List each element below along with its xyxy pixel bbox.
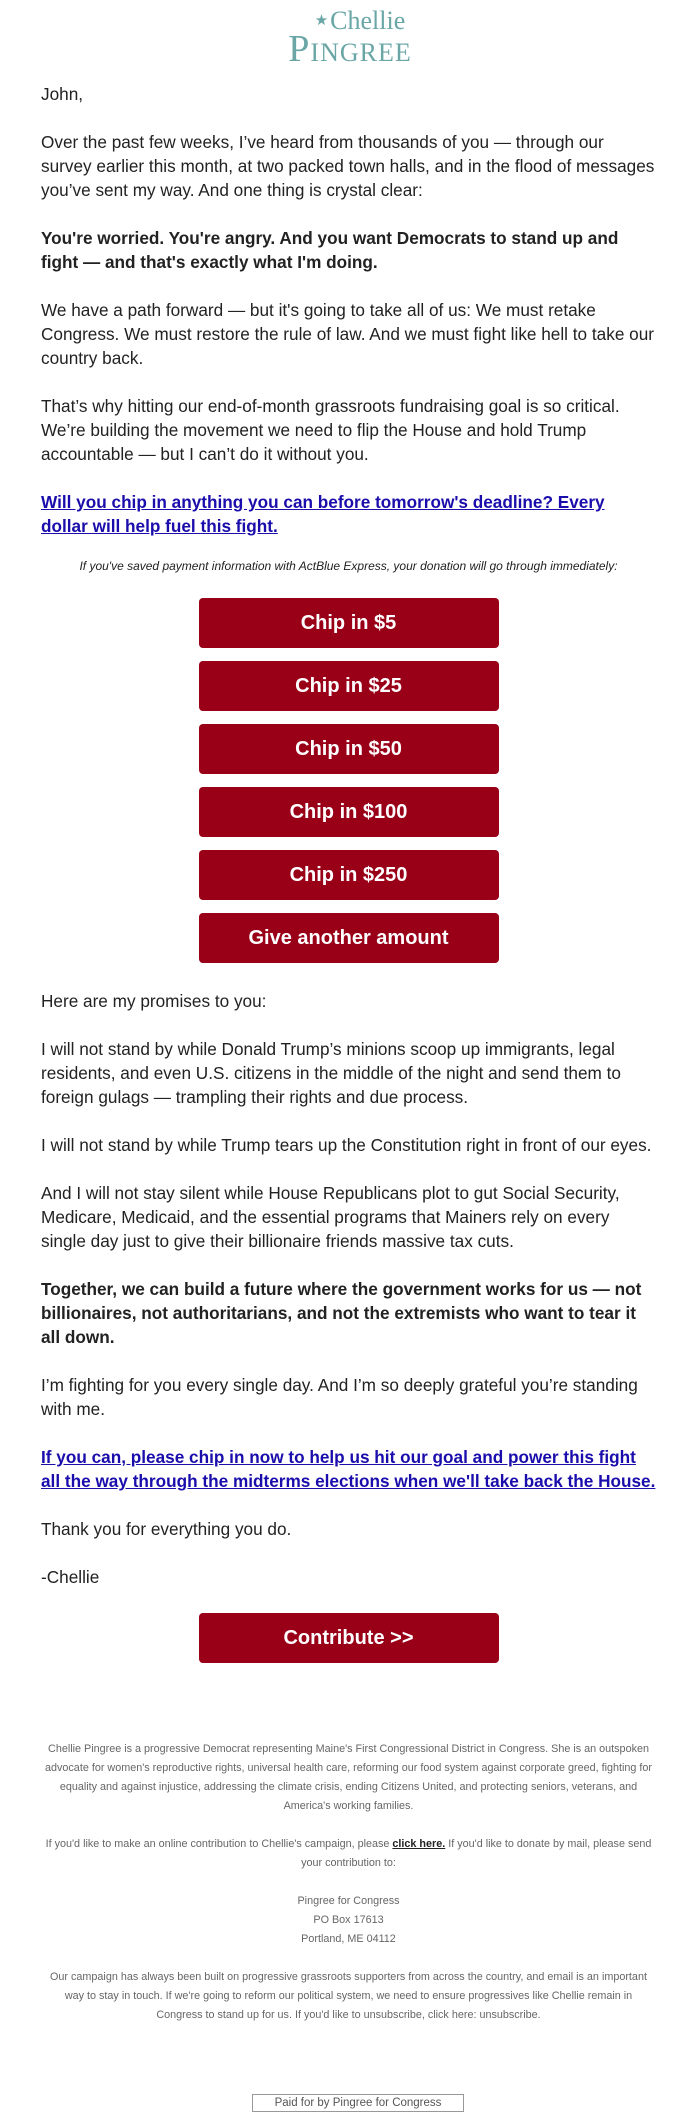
paragraph: Thank you for everything you do. (41, 1519, 292, 1539)
greeting: John, (41, 84, 84, 104)
chip-in-now-link[interactable]: If you can, please chip in now to help us hit our goal and power this fight all the way through the midterms elections when we'll take back the House. (41, 1447, 656, 1491)
footer-about: Chellie Pingree is a progressive Democrat representing Maine's First Congressional District in Congress. She is an outspoken advocate for women's reproductive rights, universal health care, reforming our food system against corporate greed, fighting for equality and against injustice, addressing the climate crisis, ending Citizens United, and protecting seniors, veterans, and America's working families. (45, 1743, 652, 1812)
mailing-address (41, 1892, 656, 1949)
paragraph: We have a path forward — but it's going to take all of us: We must retake Congress. We must restore the rule of law. And we must fight like hell to take our country back. (41, 300, 654, 368)
chip-in-5-button[interactable]: Chip in $5 (199, 598, 499, 648)
paragraph: Here are my promises to you: (41, 991, 267, 1011)
chip-in-100-button[interactable]: Chip in $100 (199, 787, 499, 837)
paragraph: That’s why hitting our end-of-month grassroots fundraising goal is so critical. We’re building the movement we need to flip the House and hold Trump accountable — but I can’t do it without you. (41, 396, 620, 464)
paragraph: I will not stand by while Donald Trump’s minions scoop up immigrants, legal residents, and even U.S. citizens in the middle of the night and send them to foreign gulags — trampling their rights and due process. (41, 1039, 621, 1107)
signoff: -Chellie (41, 1567, 100, 1587)
address-line: Pingree for Congress (297, 1895, 400, 1907)
footer (41, 1740, 656, 2044)
footer-unsubscribe[interactable]: Our campaign has always been built on progressive grassroots supporters from across the country, and email is an important way to stay in touch. If we're going to reform our political system, we need to ensure progressives like Chellie remain in Congress to stand up for us. If you'd like to unsubscribe, click here: unsubscribe. (50, 1971, 647, 2021)
address-line: PO Box 17613 (313, 1914, 384, 1926)
give-another-amount-button[interactable]: Give another amount (199, 913, 499, 963)
bold-paragraph: Together, we can build a future where the government works for us — not billionaires, not authoritarians, and not the extremists who want to tear it all down. (41, 1279, 642, 1347)
chip-in-50-button[interactable]: Chip in $50 (199, 724, 499, 774)
paragraph: I will not stand by while Trump tears up the Constitution right in front of our eyes. (41, 1135, 652, 1155)
star-icon: ★ (314, 13, 329, 29)
cta-paragraph (41, 490, 656, 538)
logo-first-name: ★Chellie (314, 6, 406, 35)
paid-for-disclaimer: Paid for by Pingree for Congress (252, 2094, 464, 2112)
address-line: Portland, ME 04112 (301, 1933, 396, 1945)
chip-in-25-button[interactable]: Chip in $25 (199, 661, 499, 711)
actblue-note: If you've saved payment information with ActBlue Express, your donation will go through immediately: (79, 559, 618, 573)
paragraph: I’m fighting for you every single day. And I’m so deeply grateful you’re standing with me. (41, 1375, 638, 1419)
chip-in-link[interactable]: Will you chip in anything you can before tomorrow's deadline? Every dollar will help fuel this fight. (41, 492, 605, 536)
pingree-logo[interactable] (0, 6, 700, 70)
cta-paragraph (41, 1445, 656, 1493)
logo-last-name: PINGREE (288, 28, 412, 70)
paragraph: Over the past few weeks, I’ve heard from thousands of you — through our survey earlier this month, at two packed town halls, and in the flood of messages you’ve sent my way. And one thing is crystal clear: (41, 132, 655, 200)
donate-click-here-link[interactable]: click here. (392, 1838, 446, 1850)
contribute-button[interactable]: Contribute >> (199, 1613, 499, 1663)
bold-paragraph: You're worried. You're angry. And you want Democrats to stand up and fight — and that's exactly what I'm doing. (41, 228, 619, 272)
footer-donate: If you'd like to make an online contribution to Chellie's campaign, please click here. If you'd like to donate by mail, please send your contribution to: (45, 1838, 652, 1869)
paragraph: And I will not stay silent while House Republicans plot to gut Social Security, Medicare, Medicaid, and the essential programs that Mainers rely on every single day just to give their billionaire friends massive tax cuts. (41, 1183, 620, 1251)
donation-buttons (41, 598, 656, 963)
chip-in-250-button[interactable]: Chip in $250 (199, 850, 499, 900)
email-body (41, 82, 656, 1676)
